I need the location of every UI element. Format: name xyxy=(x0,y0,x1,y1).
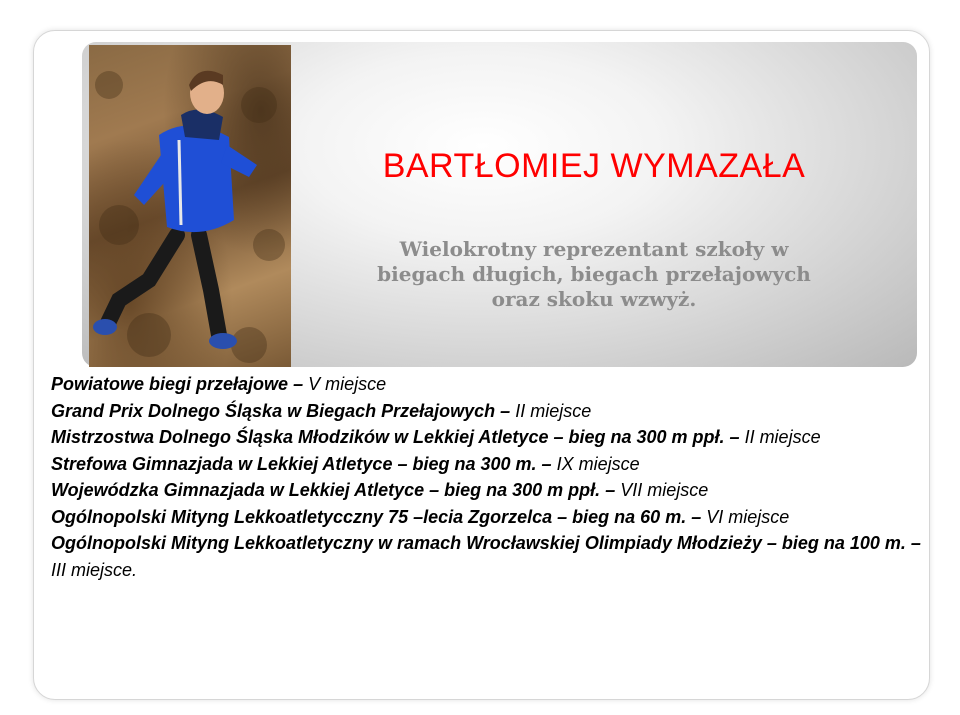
achievement-result: VII miejsce xyxy=(620,480,709,500)
achievement-event: Ogólnopolski Mityng Lekkoatletycczny 75 –lecia Zgorzelca – bieg na 60 m. xyxy=(51,506,687,527)
achievement-result: IX miejsce xyxy=(556,453,640,474)
achievement-event: Ogólnopolski Mityng Lekkoatletyczny w ramach Wrocławskiej Olimpiady Młodzieży – bieg na 100 m. xyxy=(51,533,906,553)
achievement-result: VI miejsce xyxy=(706,506,790,527)
achievement-item xyxy=(51,398,921,425)
achievement-item xyxy=(51,477,921,504)
achievement-separator: – xyxy=(729,427,740,447)
achievements-list xyxy=(51,371,921,583)
subtitle-line: oraz skoku wzwyż. xyxy=(491,287,697,311)
achievement-event: Powiatowe biegi przełajowe xyxy=(51,374,289,394)
subtitle-line: biegach długich, biegach przełajowych xyxy=(377,262,811,286)
runner-photo xyxy=(89,45,291,367)
runner-illustration xyxy=(89,45,291,367)
achievement-event: Wojewódzka Gimnazjada w Lekkiej Atletyce – bieg na 300 m ppł. xyxy=(51,480,601,500)
subtitle xyxy=(354,237,834,312)
achievement-separator: – xyxy=(605,480,616,500)
subtitle-line: Wielokrotny reprezentant szkoły w xyxy=(399,237,789,261)
achievement-event: Grand Prix Dolnego Śląska w Biegach Przełajowych xyxy=(51,400,496,421)
achievement-result: III miejsce. xyxy=(51,559,138,580)
page-title: BARTŁOMIEJ WYMAZAŁA xyxy=(382,147,806,185)
achievement-separator: – xyxy=(293,374,304,394)
achievement-item xyxy=(51,530,921,583)
achievement-result: V miejsce xyxy=(308,374,387,394)
achievement-item xyxy=(51,424,921,451)
achievement-separator: – xyxy=(691,506,702,527)
achievement-event: Mistrzostwa Dolnego Śląska Młodzików w Lekkiej Atletyce – bieg na 300 m ppł. xyxy=(51,427,725,447)
slide xyxy=(33,30,930,700)
achievement-item xyxy=(51,504,921,531)
achievement-result: II miejsce xyxy=(744,427,821,447)
achievement-item xyxy=(51,451,921,478)
achievement-separator: – xyxy=(541,453,552,474)
achievement-event: Strefowa Gimnazjada w Lekkiej Atletyce – bieg na 300 m. xyxy=(51,453,537,474)
achievement-separator: – xyxy=(500,400,511,421)
achievement-item xyxy=(51,371,921,398)
achievement-separator: – xyxy=(910,533,921,553)
achievement-result: II miejsce xyxy=(515,400,592,421)
